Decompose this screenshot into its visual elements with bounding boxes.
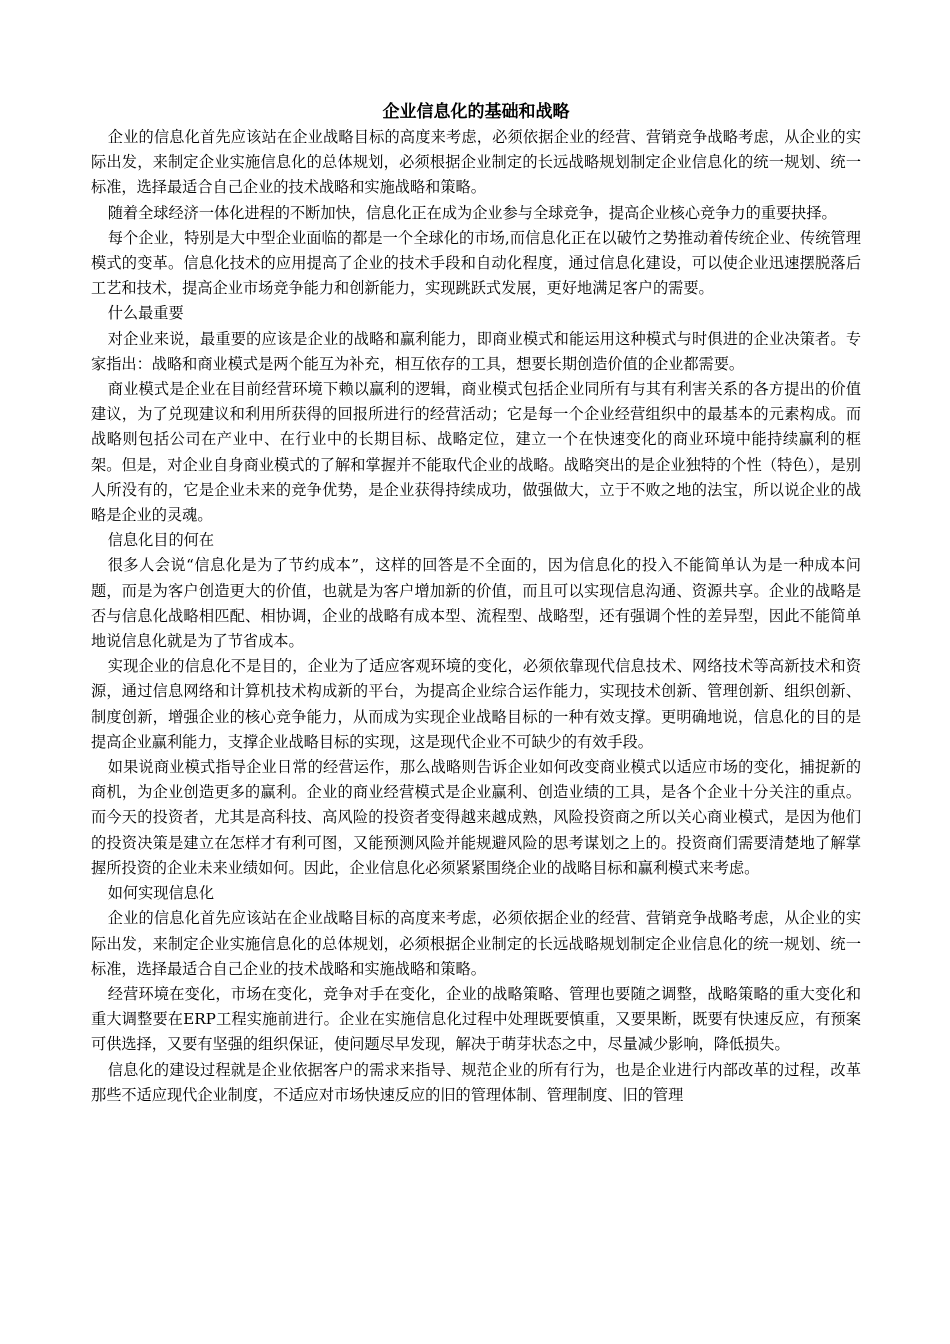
paragraph: 经营环境在变化，市场在变化，竞争对手在变化，企业的战略策略、管理也要随之调整，战略策略的重大变化和重大调整要在ERP工程实施前进行。企业在实施信息化过程中处理既要慎重，又要果断，既要有快速反应，有预案可供选择，又要有坚强的组织保证，使问题尽早发现，解决于萌芽状态之中，尽量减少影响，降低损失。: [91, 984, 861, 1054]
paragraph: 企业的信息化首先应该站在企业战略目标的高度来考虑，必须依据企业的经营、营销竞争战略考虑，从企业的实际出发，来制定企业实施信息化的总体规划，必须根据企业制定的长远战略规划制定企业信息化的统一规划、统一标准，选择最适合自己企业的技术战略和实施战略和策略。: [91, 128, 861, 197]
paragraph: 每个企业，特别是大中型企业面临的都是一个全球化的市场,而信息化正在以破竹之势推动着传统企业、传统管理模式的变革。信息化技术的应用提高了企业的技术手段和自动化程度，通过信息化建设，可以使企业迅速摆脱落后工艺和技术，提高企业市场竞争能力和创新能力，实现跳跃式发展，更好地满足客户的需要。: [91, 228, 861, 298]
section-heading: 什么最重要: [107, 304, 184, 323]
paragraph: 企业的信息化首先应该站在企业战略目标的高度来考虑，必须依据企业的经营、营销竞争战略考虑，从企业的实际出发，来制定企业实施信息化的总体规划，必须根据企业制定的长远战略规划制定企业信息化的统一规划、统一标准，选择最适合自己企业的技术战略和实施战略和策略。: [91, 909, 861, 978]
section-heading: 信息化目的何在: [107, 531, 215, 550]
paragraph: 如果说商业模式指导企业日常的经营运作，那么战略则告诉企业如何改变商业模式以适应市场的变化，捕捉新的商机，为企业创造更多的赢利。企业的商业经营模式是企业赢利、创造业绩的工具，是各个企业十分关注的重点。而今天的投资者，尤其是高科技、高风险的投资者变得越来越成熟，风险投资商之所以关心商业模式，是因为他们的投资决策是建立在怎样才有利可图，又能预测风险并能规避风险的思考谋划之上的。投资商们需要清楚地了解掌握所投资的企业未来业绩如何。因此，企业信息化必须紧紧围绕企业的战略目标和赢利模式来考虑。: [91, 758, 861, 877]
paragraph: 信息化的建设过程就是企业依据客户的需求来指导、规范企业的所有行为，也是企业进行内部改革的过程，改革那些不适应现代企业制度，不适应对市场快速反应的旧的管理体制、管理制度、旧的管理: [91, 1060, 861, 1104]
paragraph: 实现企业的信息化不是目的，企业为了适应客观环境的变化，必须依靠现代信息技术、网络技术等高新技术和资源，通过信息网络和计算机技术构成新的平台，为提高企业综合运作能力，实现技术创新、管理创新、组织创新、制度创新，增强企业的核心竞争能力，从而成为实现企业战略目标的一种有效支撑。更明确地说，信息化的目的是提高企业赢利能力，支撑企业战略目标的实现，这是现代企业不可缺少的有效手段。: [91, 657, 861, 751]
paragraph: 对企业来说，最重要的应该是企业的战略和赢利能力，即商业模式和能运用这种模式与时俱进的企业决策者。专家指出：战略和商业模式是两个能互为补充，相互依存的工具，想要长期创造价值的企业都需要。: [91, 329, 861, 373]
paragraph: 随着全球经济一体化进程的不断加快，信息化正在成为企业参与全球竞争，提高企业核心竞争力的重要抉择。: [107, 203, 837, 222]
paragraph: 很多人会说“信息化是为了节约成本”，这样的回答是不全面的，因为信息化的投入不能简单认为是一种成本问题，而是为客户创造更大的价值，也就是为客户增加新的价值，而且可以实现信息沟通、资源共享。企业的战略是否与信息化战略相匹配、相协调，企业的战略有成本型、流程型、战略型，还有强调个性的差异型，因此不能简单地说信息化就是为了节省成本。: [91, 556, 861, 651]
document-title: 企业信息化的基础和战略: [382, 102, 570, 122]
section-heading: 如何实现信息化: [107, 884, 215, 903]
document-page: [91, 100, 861, 1108]
paragraph: 商业模式是企业在目前经营环境下赖以赢利的逻辑，商业模式包括企业同所有与其有利害关系的各方提出的价值建议，为了兑现建议和利用所获得的回报所进行的经营活动；它是每一个企业经营组织中的最基本的元素构成。而战略则包括公司在产业中、在行业中的长期目标、战略定位，建立一个在快速变化的商业环境中能持续赢利的框架。但是，对企业自身商业模式的了解和掌握并不能取代企业的战略。战略突出的是企业独特的个性（特色），是别人所没有的，它是企业未来的竞争优势，是企业获得持续成功，做强做大，立于不败之地的法宝，所以说企业的战略是企业的灵魂。: [91, 380, 861, 525]
